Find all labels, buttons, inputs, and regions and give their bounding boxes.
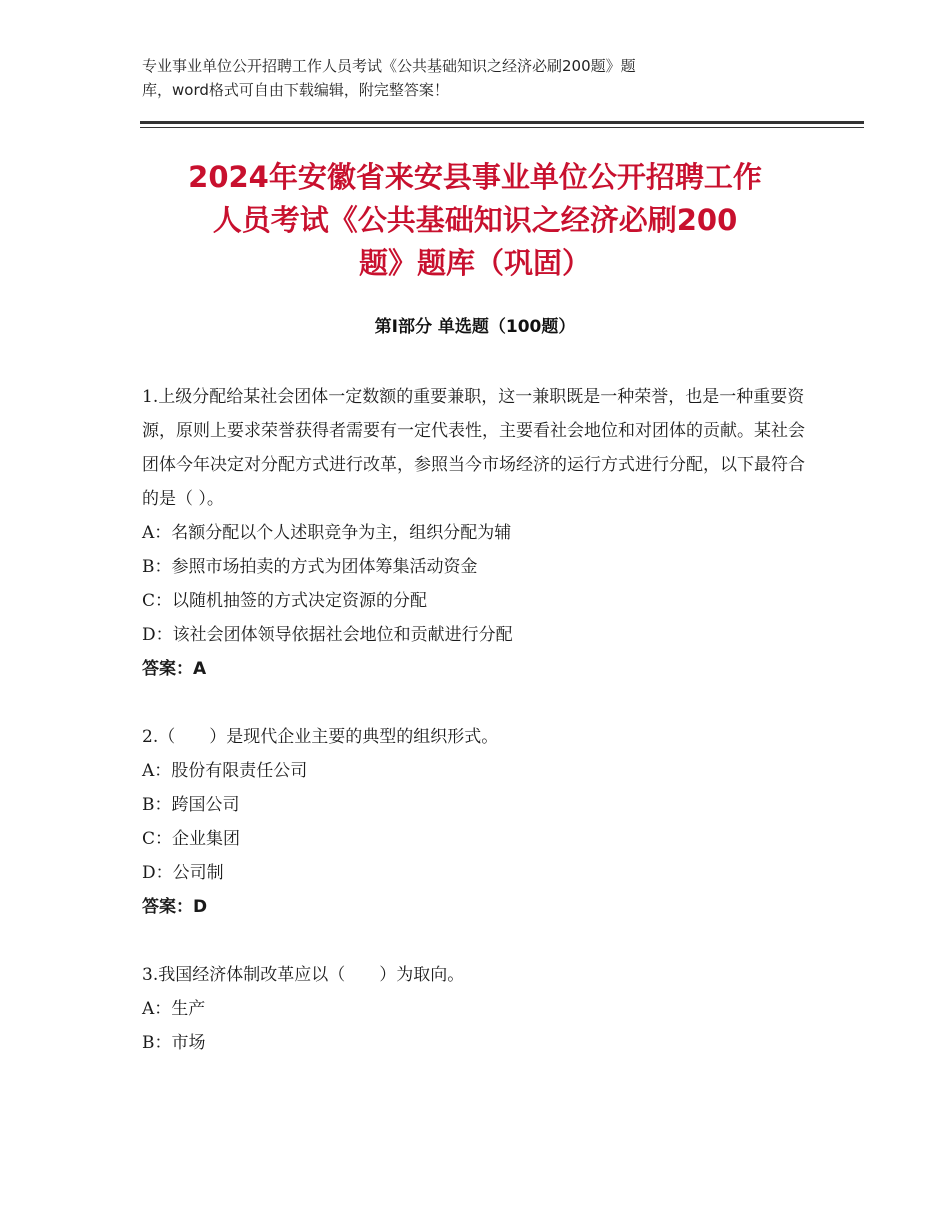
title-line-3: 题》题库（巩固） bbox=[358, 246, 591, 280]
question-stem: 2.（ ）是现代企业主要的典型的组织形式。 bbox=[142, 727, 499, 747]
option-d: D：公司制 bbox=[142, 863, 224, 883]
question-list bbox=[142, 380, 807, 1094]
question-2 bbox=[142, 720, 807, 924]
page-header bbox=[142, 54, 782, 102]
title-line-1: 2024年安徽省来安县事业单位公开招聘工作 bbox=[188, 160, 762, 194]
option-b: B：市场 bbox=[142, 1033, 206, 1053]
answer-label: 答案：D bbox=[142, 897, 208, 917]
option-b: B：跨国公司 bbox=[142, 795, 240, 815]
option-c: C：企业集团 bbox=[142, 829, 241, 849]
option-a: A：股份有限责任公司 bbox=[142, 761, 308, 781]
question-1 bbox=[142, 380, 807, 686]
document-title bbox=[100, 156, 850, 285]
header-rule-thick bbox=[140, 121, 864, 124]
question-stem: 3.我国经济体制改革应以（ ）为取向。 bbox=[142, 965, 465, 985]
option-c: C：以随机抽签的方式决定资源的分配 bbox=[142, 591, 428, 611]
title-line-2: 人员考试《公共基础知识之经济必刷200 bbox=[212, 203, 738, 237]
option-b: B：参照市场拍卖的方式为团体筹集活动资金 bbox=[142, 557, 478, 577]
question-3 bbox=[142, 958, 807, 1060]
option-d: D：该社会团体领导依据社会地位和贡献进行分配 bbox=[142, 625, 513, 645]
section-heading: 第Ⅰ部分 单选题（100题） bbox=[374, 317, 576, 337]
option-a: A：名额分配以个人述职竞争为主，组织分配为辅 bbox=[142, 523, 512, 543]
header-rule-thin bbox=[140, 127, 864, 128]
answer-label: 答案：A bbox=[142, 659, 207, 679]
option-a: A：生产 bbox=[142, 999, 206, 1019]
header-line-2: 库，word格式可自由下载编辑，附完整答案！ bbox=[142, 81, 449, 99]
question-stem: 1.上级分配给某社会团体一定数额的重要兼职，这一兼职既是一种荣誉，也是一种重要资源，原则上要求荣誉获得者需要有一定代表性，主要看社会地位和对团体的贡献。某社会团体今年决定对分配方式进行改革，参照当今市场经济的运行方式进行分配，以下最符合的是（ ）。 bbox=[142, 387, 805, 509]
header-line-1: 专业事业单位公开招聘工作人员考试《公共基础知识之经济必刷200题》题 bbox=[142, 57, 636, 75]
